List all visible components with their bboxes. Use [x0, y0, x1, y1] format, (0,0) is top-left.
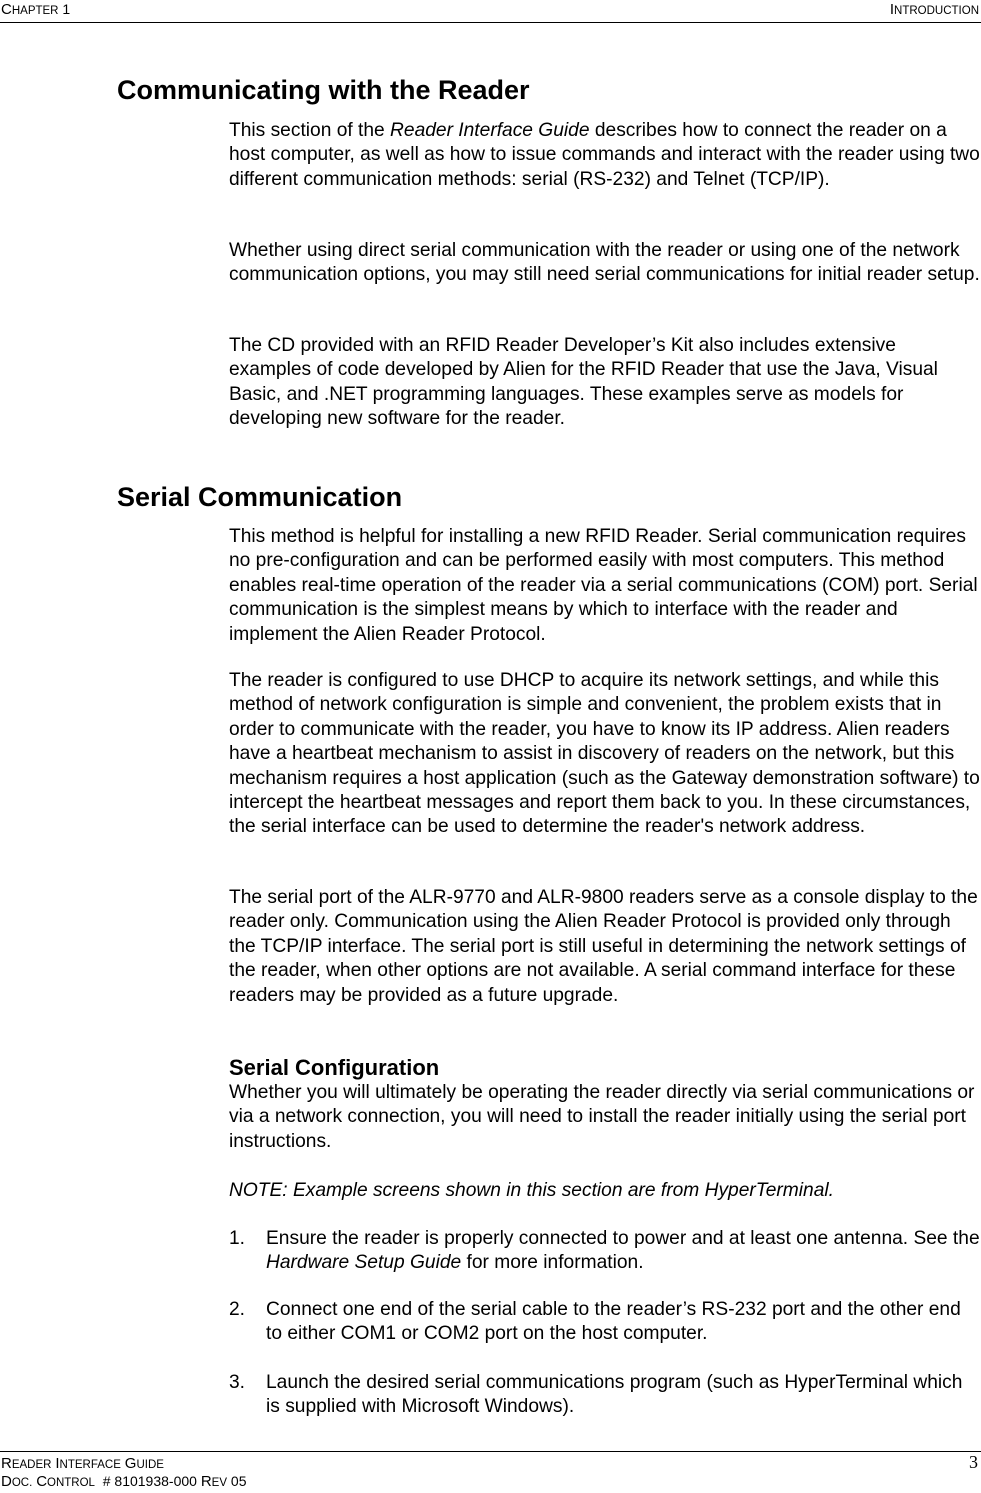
paragraph-serial-port: The serial port of the ALR-9770 and ALR-9800 readers serve as a console display to the reader only. Communication using the Alien Reader Protocol is provided only through the TCP/IP interface. The serial port is still useful in determining the network settings of the reader, when other options are not available. A serial command interface for these readers may be provided as a future upgrade. — [229, 887, 978, 1006]
doc-control: DOC. CONTROL # 8101938-000 REV 05 — [1, 1473, 247, 1490]
heading-communicating: Communicating with the Reader — [117, 75, 530, 105]
heading-serial-communication: Serial Communication — [117, 482, 403, 512]
list-text: Connect one end of the serial cable to the reader’s RS-232 port and the other end to either COM1 or COM2 port on the host computer. — [266, 1299, 961, 1345]
paragraph-install: Whether you will ultimately be operating the reader directly via serial communications or via a network connection, you will need to install the reader initially using the serial port instructions. — [229, 1082, 975, 1152]
note-hyperterminal: NOTE: Example screens shown in this section are from HyperTerminal. — [229, 1180, 834, 1201]
list-number: 3. — [229, 1372, 246, 1393]
list-text: Ensure the reader is properly connected to power and at least one antenna. See the Hardware Setup Guide for more information. — [266, 1228, 980, 1274]
paragraph-cd-examples: The CD provided with an RFID Reader Developer’s Kit also includes extensive examples of code developed by Alien for the RFID Reader that use the Java, Visual Basic, and .NET programming languages. These examples serve as models for developing new software for the reader. — [229, 335, 938, 430]
chapter-label: CHAPTER 1 — [1, 1, 71, 18]
running-footer — [0, 1451, 981, 1493]
page-number: 3 — [969, 1452, 978, 1472]
paragraph-intro: This section of the Reader Interface Guide describes how to connect the reader on a host computer, as well as how to issue commands and interact with the reader using two different communication methods: serial (RS-232) and Telnet (TCP/IP). — [229, 120, 980, 190]
paragraph-serial-method: This method is helpful for installing a new RFID Reader. Serial communication requires no pre-configuration and can be performed easily with most computers. This method enables real-time operation of the reader via a serial communications (COM) port. Serial communication is the simplest means by which to interface with the reader and implement the Alien Reader Protocol. — [229, 526, 978, 645]
running-header — [0, 0, 981, 23]
list-number: 1. — [229, 1228, 246, 1249]
heading-serial-configuration: Serial Configuration — [229, 1055, 440, 1080]
paragraph-serial-setup: Whether using direct serial communication with the reader or using one of the network communication options, you may still need serial communications for initial reader setup. — [229, 240, 980, 286]
list-number: 2. — [229, 1299, 246, 1320]
paragraph-dhcp: The reader is configured to use DHCP to acquire its network settings, and while this method of network configuration is simple and convenient, the problem exists that in order to communicate with the reader, you have to know its IP address. Alien readers have a heartbeat mechanism to assist in discovery of readers on the network, but this mechanism requires a host application (such as the Gateway demonstration software) to intercept the heartbeat messages and report them back to you. In these circumstances, the serial interface can be used to determine the reader's network address. — [229, 670, 980, 838]
list-text: Launch the desired serial communications program (such as HyperTerminal which is supplied with Microsoft Windows). — [266, 1372, 963, 1418]
section-label: INTRODUCTION — [889, 1, 979, 18]
guide-title: READER INTERFACE GUIDE — [1, 1455, 164, 1472]
